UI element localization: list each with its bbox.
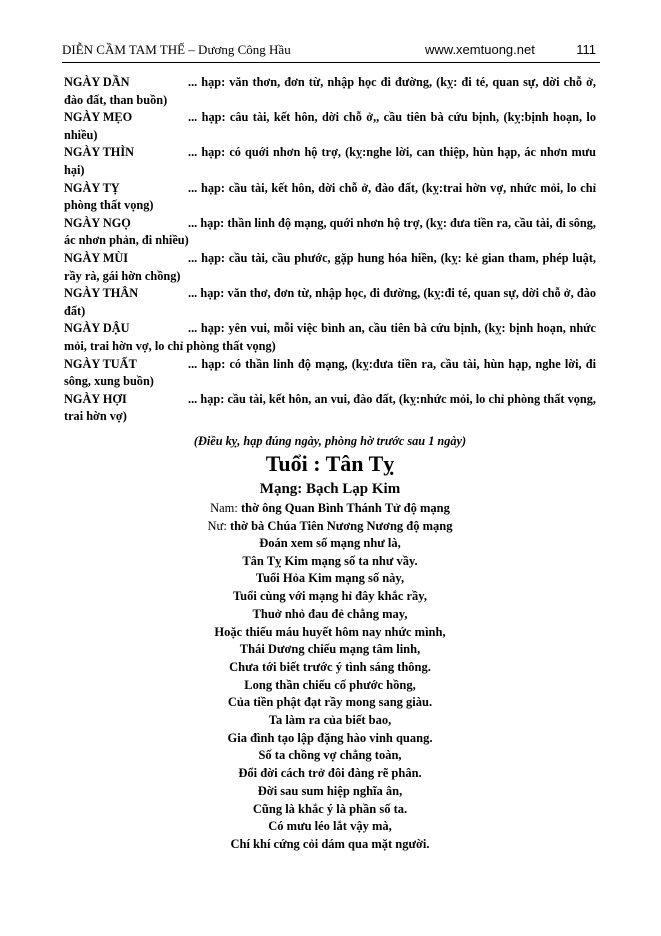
day-name: NGÀY TUẤT	[64, 356, 137, 371]
section-title: Tuổi : Tân Tỵ	[265, 451, 395, 476]
day-name: NGÀY THÌN	[64, 145, 135, 160]
day-name: NGÀY MÙI	[64, 250, 129, 265]
day-list	[64, 74, 596, 426]
worship-female-text: thờ bà Chúa Tiên Nương Nương độ mạng	[229, 518, 453, 533]
poem-line: Cũng là khắc ý là phần số ta.	[252, 801, 408, 816]
day-entry	[64, 180, 596, 215]
worship-block	[64, 500, 596, 535]
day-text: ... hạp: văn thơn, đơn từ, nhập học đi đường, (kỵ: đi té, quan sự, dời chỗ ở, đào đất, than buồn)	[64, 75, 596, 107]
poem-line: Đời sau sum hiệp nghĩa ân,	[257, 783, 403, 798]
worship-female-label: Nư:	[207, 518, 227, 533]
day-name: NGÀY MẸO	[64, 110, 133, 125]
day-entry	[64, 356, 596, 391]
poem-line: Đoán xem số mạng như là,	[259, 536, 401, 550]
day-text: ... hạp: có thần linh độ mạng, (kỵ:đưa tiền ra, cầu tài, hùn hạp, nghe lời, đi sông, xung buồn)	[64, 356, 596, 389]
poem-line: Tuổi cùng với mạng hỉ đây khắc rầy,	[232, 589, 427, 604]
poem-line: Tân Tỵ Kim mạng số ta như vầy.	[242, 553, 418, 568]
day-text: ... hạp: cầu tài, kết hôn, an vui, đào đất, (kỵ:nhức mỏi, lo chỉ phòng thất vọng, trai hờn vợ)	[64, 391, 596, 424]
poem-line: Hoặc thiếu máu huyết hôm nay nhức mình,	[214, 624, 446, 639]
poem	[64, 535, 596, 854]
poem-line: Ta làm ra của biết bao,	[268, 713, 392, 728]
day-text: ... hạp: cầu tài, cầu phước, gặp hung hóa hiền, (kỵ: kẻ gian tham, phép luật, rầy rà, gái hờn chồng)	[64, 250, 596, 283]
day-text: ... hạp: câu tài, kết hôn, dời chỗ ở,, cầu tiên bà cứu bịnh, (kỵ:bịnh hoạn, lo nhiều)	[64, 110, 596, 142]
day-text: ... hạp: có quới nhơn hộ trợ, (kỵ:nghe lời, can thiệp, hùn hạp, ác nhơn mưu hại)	[64, 145, 596, 177]
poem-line: Số ta chồng vợ chẳng toàn,	[258, 748, 402, 763]
day-name: NGÀY THÂN	[64, 286, 139, 301]
day-entry	[64, 320, 596, 355]
day-name: NGÀY DẬU	[64, 321, 130, 336]
poem-line: Long thần chiếu cố phước hồng,	[244, 677, 416, 692]
day-text: ... hạp: thần linh độ mạng, quới nhơn hộ trợ, (kỵ: đưa tiền ra, cầu tài, đi sông, ác nhơn phản, đi nhiều)	[64, 215, 596, 248]
day-text: ... hạp: cầu tài, kết hôn, dời chỗ ở, đào đất, (kỵ:trai hờn vợ, nhức mỏi, lo chỉ phòng thất vọng)	[64, 180, 596, 213]
website-url: www.xemtuong.net	[425, 42, 535, 57]
page-header	[62, 42, 600, 63]
worship-male-text: thờ ông Quan Bình Thánh Tử độ mạng	[241, 501, 450, 515]
poem-line: Thuở nhỏ đau đẻ chẳng may,	[252, 606, 408, 621]
day-entry	[64, 109, 596, 144]
poem-line: Đổi đời cách trở đôi đàng rẽ phân.	[238, 766, 422, 781]
poem-line: Chưa tới biết trước ý tình sáng thông.	[229, 659, 431, 674]
poem-line: Của tiền phật đạt rầy mong sang giàu.	[227, 695, 433, 710]
poem-line: Tuổi Hỏa Kim mạng số này,	[255, 571, 405, 586]
worship-male	[64, 500, 596, 518]
book-title: DIỄN CẦM TAM THẾ – Dương Công Hầu	[62, 42, 291, 57]
worship-female	[64, 518, 596, 536]
day-entry	[64, 215, 596, 250]
poem-line: Có mưu léo lắt vậy mà,	[268, 819, 392, 834]
day-entry	[64, 144, 596, 179]
page-number: 111	[576, 42, 596, 57]
section-subtitle: Mạng: Bạch Lạp Kim	[259, 481, 401, 497]
day-name: NGÀY HỢI	[64, 391, 127, 406]
day-entry	[64, 250, 596, 285]
day-text: ... hạp: văn thơ, đơn từ, nhập học, đi đường, (kỵ:đi té, quan sự, dời chỗ ở, đào đất)	[64, 286, 596, 318]
day-text: ... hạp: yên vui, mỗi việc bình an, cầu tiên bà cứu bịnh, (kỵ: bịnh hoạn, nhức mỏi, trai hờn vợ, lo chỉ phòng thất vọng)	[64, 321, 596, 353]
day-entry	[64, 74, 596, 109]
poem-line: Chí khí cứng cỏi dám qua mặt người.	[230, 836, 430, 851]
worship-male-label: Nam:	[210, 501, 238, 515]
day-name: NGÀY DẦN	[64, 75, 130, 89]
poem-line: Gia đình tạo lập đặng hào vinh quang.	[227, 730, 433, 745]
day-name: NGÀY TỴ	[64, 180, 120, 195]
day-name: NGÀY NGỌ	[64, 215, 131, 230]
poem-line: Thái Dương chiếu mạng tâm linh,	[239, 642, 421, 657]
day-entry	[64, 391, 596, 426]
day-entry	[64, 285, 596, 320]
footnote: (Điều kỵ, hạp đúng ngày, phòng hờ trước sau 1 ngày)	[193, 434, 467, 448]
